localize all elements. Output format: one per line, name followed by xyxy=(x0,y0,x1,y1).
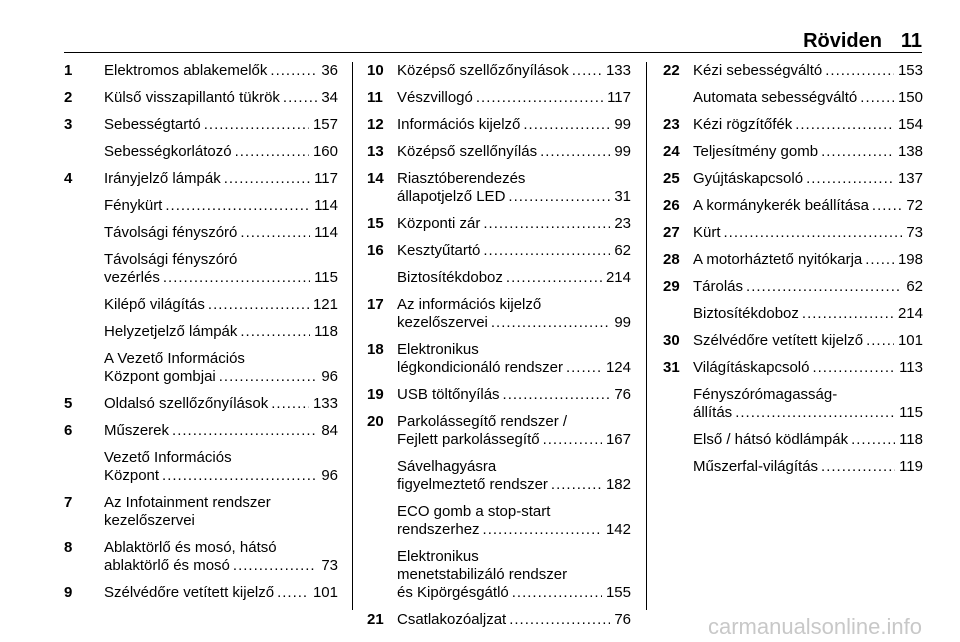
index-entry[interactable] xyxy=(663,116,923,134)
entry-label: Tárolás xyxy=(693,278,744,295)
entry-number: 23 xyxy=(663,116,680,133)
dot-leader xyxy=(821,143,894,161)
index-entry[interactable] xyxy=(64,296,338,314)
entry-label: A kormánykerék beállítása xyxy=(693,197,869,214)
entry-label: Vezető Információs xyxy=(104,449,232,466)
entry-label: Sebességtartó xyxy=(104,116,201,133)
entry-page: 115 xyxy=(314,269,338,286)
dot-leader xyxy=(821,458,895,476)
entry-page: 115 xyxy=(899,404,923,421)
dot-leader xyxy=(208,296,309,314)
entry-label: Elektromos ablakemelők xyxy=(104,62,268,79)
entry-label: Helyzetjelző lámpák xyxy=(104,323,238,340)
index-entry[interactable] xyxy=(367,296,631,332)
entry-number: 1 xyxy=(64,62,73,79)
entry-label: Világításkapcsoló xyxy=(693,359,810,376)
entry-page: 84 xyxy=(321,422,338,439)
index-entry[interactable] xyxy=(64,395,338,413)
entry-page: 96 xyxy=(321,467,338,484)
entry-number: 10 xyxy=(367,62,384,79)
entry-label: Műszerek xyxy=(104,422,170,439)
entry-label: Irányjelző lámpák xyxy=(104,170,221,187)
entry-label: Ablaktörlő és mosó, hátsó xyxy=(104,539,277,556)
index-entry[interactable] xyxy=(64,89,338,107)
entry-page: 155 xyxy=(605,584,631,601)
dot-leader xyxy=(543,431,602,449)
entry-number: 27 xyxy=(663,224,680,241)
entry-number: 25 xyxy=(663,170,680,187)
entry-page: 76 xyxy=(614,386,631,403)
entry-page: 121 xyxy=(312,296,338,313)
entry-label: Külső visszapillantó tükrök xyxy=(104,89,280,106)
entry-label: Fénykürt xyxy=(104,197,163,214)
entry-page: 133 xyxy=(605,62,631,79)
dot-leader xyxy=(540,143,610,161)
entry-label: A Vezető Információs xyxy=(104,350,245,367)
index-entry[interactable] xyxy=(64,449,338,485)
entry-label: Kézi sebességváltó xyxy=(693,62,823,79)
entry-label: Központ gombjai xyxy=(104,368,216,385)
dot-leader xyxy=(224,170,310,188)
index-entry[interactable] xyxy=(663,143,923,161)
dot-leader xyxy=(483,215,610,233)
entry-page: 198 xyxy=(897,251,923,268)
entry-number: 20 xyxy=(367,413,384,430)
index-entry[interactable] xyxy=(367,242,631,260)
entry-page: 118 xyxy=(314,323,338,340)
entry-label: Elektronikus xyxy=(397,548,479,565)
entry-page: 142 xyxy=(605,521,631,538)
dot-leader xyxy=(746,278,902,296)
index-entry[interactable] xyxy=(663,197,923,215)
dot-leader xyxy=(240,323,310,341)
entry-label: Az információs kijelző xyxy=(397,296,542,313)
entry-number: 3 xyxy=(64,116,73,133)
entry-number: 30 xyxy=(663,332,680,349)
entry-label: állítás xyxy=(693,404,733,421)
entry-page: 117 xyxy=(314,170,338,187)
index-entry[interactable] xyxy=(663,431,923,449)
entry-label: Riasztóberendezés xyxy=(397,170,526,187)
entry-number: 17 xyxy=(367,296,384,313)
index-entry[interactable] xyxy=(64,422,338,440)
entry-page: 96 xyxy=(321,368,338,385)
entry-label: Központi zár xyxy=(397,215,481,232)
entry-number: 9 xyxy=(64,584,73,601)
index-entry[interactable] xyxy=(64,350,338,386)
index-entry[interactable] xyxy=(64,251,338,287)
entry-page: 160 xyxy=(312,143,338,160)
dot-leader xyxy=(172,422,317,440)
entry-label: Központ xyxy=(104,467,160,484)
entry-label: Az Infotainment rendszer xyxy=(104,494,271,511)
entry-label: Fényszórómagasság- xyxy=(693,386,838,403)
entry-page: 118 xyxy=(899,431,923,448)
index-entry[interactable] xyxy=(367,548,631,602)
entry-number: 16 xyxy=(367,242,384,259)
entry-number: 5 xyxy=(64,395,73,412)
dot-leader xyxy=(162,467,317,485)
entry-page: 153 xyxy=(897,62,923,79)
dot-leader xyxy=(551,476,602,494)
entry-label: Vészvillogó xyxy=(397,89,473,106)
index-entry[interactable] xyxy=(663,278,923,296)
entry-number: 15 xyxy=(367,215,384,232)
index-entry[interactable] xyxy=(64,170,338,188)
index-entry[interactable] xyxy=(64,494,338,530)
entry-label: ablaktörlő és mosó xyxy=(104,557,230,574)
dot-leader xyxy=(163,269,310,287)
column-divider-2 xyxy=(646,62,647,610)
entry-label: rendszerhez xyxy=(397,521,480,538)
index-entry[interactable] xyxy=(64,143,338,161)
entry-label: Teljesítmény gomb xyxy=(693,143,819,160)
entry-number: 13 xyxy=(367,143,384,160)
index-entry[interactable] xyxy=(64,584,338,602)
entry-page: 99 xyxy=(614,314,631,331)
dot-leader xyxy=(233,557,317,575)
index-entry[interactable] xyxy=(64,224,338,242)
index-entry[interactable] xyxy=(64,197,338,215)
index-entry[interactable] xyxy=(367,341,631,377)
dot-leader xyxy=(491,314,610,332)
dot-leader xyxy=(566,359,602,377)
dot-leader xyxy=(851,431,895,449)
index-entry[interactable] xyxy=(663,224,923,242)
entry-label: Középső szellőzőnyílások xyxy=(397,62,569,79)
entry-page: 114 xyxy=(314,224,338,241)
page-title: Röviden xyxy=(803,30,882,52)
index-entry[interactable] xyxy=(367,269,631,287)
entry-page: 157 xyxy=(312,116,338,133)
entry-page: 99 xyxy=(614,116,631,133)
entry-page: 137 xyxy=(897,170,923,187)
entry-label: és Kipörgésgátló xyxy=(397,584,509,601)
index-entry[interactable] xyxy=(367,611,631,629)
entry-page: 154 xyxy=(897,116,923,133)
entry-page: 133 xyxy=(312,395,338,412)
index-entry[interactable] xyxy=(663,251,923,269)
entry-label: Oldalsó szellőzőnyílások xyxy=(104,395,269,412)
entry-number: 14 xyxy=(367,170,384,187)
entry-label: Műszerfal-világítás xyxy=(693,458,819,475)
entry-page: 113 xyxy=(899,359,923,376)
dot-leader xyxy=(476,89,603,107)
entry-label: Parkolássegítő rendszer / xyxy=(397,413,568,430)
entry-label: vezérlés xyxy=(104,269,160,286)
entry-label: kezelőszervei xyxy=(397,314,488,331)
entry-label: állapotjelző LED xyxy=(397,188,506,205)
entry-label: ECO gomb a stop-start xyxy=(397,503,551,520)
entry-page: 76 xyxy=(614,611,631,628)
entry-label: Első / hátsó ködlámpák xyxy=(693,431,849,448)
index-entry[interactable] xyxy=(64,116,338,134)
dot-leader xyxy=(509,611,610,629)
entry-number: 29 xyxy=(663,278,680,295)
entry-page: 31 xyxy=(614,188,631,205)
entry-label: Szélvédőre vetített kijelző xyxy=(104,584,275,601)
entry-label: Információs kijelző xyxy=(397,116,521,133)
entry-page: 73 xyxy=(321,557,338,574)
entry-label: légkondicionáló rendszer xyxy=(397,359,563,376)
entry-page: 99 xyxy=(614,143,631,160)
entry-number: 2 xyxy=(64,89,73,106)
entry-page: 62 xyxy=(614,242,631,259)
dot-leader xyxy=(277,584,309,602)
entry-label: Elektronikus xyxy=(397,341,479,358)
entry-page: 114 xyxy=(314,197,338,214)
entry-page: 214 xyxy=(605,269,631,286)
dot-leader xyxy=(204,116,309,134)
entry-number: 6 xyxy=(64,422,73,439)
dot-leader xyxy=(240,224,310,242)
entry-page: 36 xyxy=(321,62,338,79)
column-divider-1 xyxy=(352,62,353,610)
entry-page: 214 xyxy=(897,305,923,322)
entry-page: 150 xyxy=(897,89,923,106)
entry-label: Biztosítékdoboz xyxy=(693,305,799,322)
dot-leader xyxy=(795,116,894,134)
page-number: 11 xyxy=(900,30,922,52)
entry-label: Biztosítékdoboz xyxy=(397,269,503,286)
entry-page: 72 xyxy=(906,197,923,214)
dot-leader xyxy=(724,224,903,242)
dot-leader xyxy=(483,521,602,539)
dot-leader xyxy=(825,62,894,80)
dot-leader xyxy=(735,404,895,422)
dot-leader xyxy=(865,251,894,269)
entry-label: Középső szellőnyílás xyxy=(397,143,538,160)
index-entry[interactable] xyxy=(367,386,631,404)
entry-number: 11 xyxy=(367,89,383,106)
entry-number: 8 xyxy=(64,539,73,556)
entry-label: Szélvédőre vetített kijelző xyxy=(693,332,864,349)
entry-label: kezelőszervei xyxy=(104,512,195,529)
entry-number: 18 xyxy=(367,341,384,358)
dot-leader xyxy=(271,395,309,413)
dot-leader xyxy=(235,143,309,161)
entry-page: 101 xyxy=(312,584,338,601)
entry-label: Kesztyűtartó xyxy=(397,242,481,259)
entry-label: Kilépő világítás xyxy=(104,296,205,313)
dot-leader xyxy=(270,62,317,80)
entry-page: 182 xyxy=(605,476,631,493)
entry-number: 19 xyxy=(367,386,384,403)
dot-leader xyxy=(872,197,902,215)
entry-number: 4 xyxy=(64,170,73,187)
entry-label: Sávelhagyásra xyxy=(397,458,497,475)
header-divider xyxy=(64,52,922,53)
entry-number: 21 xyxy=(367,611,384,628)
dot-leader xyxy=(283,89,317,107)
dot-leader xyxy=(508,188,610,206)
index-entry[interactable] xyxy=(64,539,338,575)
dot-leader xyxy=(512,584,602,602)
dot-leader xyxy=(806,170,894,188)
entry-label: menetstabilizáló rendszer xyxy=(397,566,568,583)
entry-page: 101 xyxy=(897,332,923,349)
index-entry[interactable] xyxy=(663,386,923,422)
entry-number: 31 xyxy=(663,359,680,376)
entry-page: 119 xyxy=(899,458,923,475)
index-entry[interactable] xyxy=(663,458,923,476)
dot-leader xyxy=(860,89,894,107)
entry-label: Csatlakozóaljzat xyxy=(397,611,507,628)
entry-page: 23 xyxy=(614,215,631,232)
dot-leader xyxy=(812,359,895,377)
index-entry[interactable] xyxy=(367,503,631,539)
dot-leader xyxy=(165,197,310,215)
entry-label: Kézi rögzítőfék xyxy=(693,116,793,133)
entry-number: 26 xyxy=(663,197,680,214)
watermark: carmanualsonline.info xyxy=(707,614,922,639)
index-entry[interactable] xyxy=(663,305,923,323)
index-entry[interactable] xyxy=(367,413,631,449)
index-entry[interactable] xyxy=(663,359,923,377)
entry-label: Automata sebességváltó xyxy=(693,89,858,106)
index-entry[interactable] xyxy=(64,323,338,341)
index-entry[interactable] xyxy=(64,62,338,80)
index-entry[interactable] xyxy=(367,62,631,80)
index-entry[interactable] xyxy=(367,116,631,134)
index-entry[interactable] xyxy=(663,170,923,188)
entry-number: 28 xyxy=(663,251,680,268)
index-entry[interactable] xyxy=(367,143,631,161)
entry-label: Gyújtáskapcsoló xyxy=(693,170,804,187)
entry-label: Kürt xyxy=(693,224,721,241)
index-column-2 xyxy=(367,62,631,638)
entry-page: 124 xyxy=(605,359,631,376)
index-entry[interactable] xyxy=(367,215,631,233)
entry-page: 167 xyxy=(605,431,631,448)
entry-label: USB töltőnyílás xyxy=(397,386,500,403)
index-column-3 xyxy=(663,62,923,485)
index-entry[interactable] xyxy=(663,89,923,107)
dot-leader xyxy=(483,242,610,260)
entry-label: figyelmeztető rendszer xyxy=(397,476,548,493)
entry-label: Távolsági fényszóró xyxy=(104,251,238,268)
entry-number: 24 xyxy=(663,143,680,160)
dot-leader xyxy=(503,386,611,404)
entry-label: A motorháztető nyitókarja xyxy=(693,251,863,268)
dot-leader xyxy=(866,332,894,350)
index-entry[interactable] xyxy=(367,89,631,107)
dot-leader xyxy=(219,368,318,386)
page-header xyxy=(0,0,960,60)
entry-page: 62 xyxy=(906,278,923,295)
dot-leader xyxy=(506,269,602,287)
entry-label: Sebességkorlátozó xyxy=(104,143,232,160)
index-entry[interactable] xyxy=(663,62,923,80)
index-entry[interactable] xyxy=(663,332,923,350)
entry-number: 22 xyxy=(663,62,680,79)
index-entry[interactable] xyxy=(367,170,631,206)
entry-page: 34 xyxy=(321,89,338,106)
dot-leader xyxy=(802,305,894,323)
entry-number: 7 xyxy=(64,494,73,511)
entry-label: Távolsági fényszóró xyxy=(104,224,238,241)
dot-leader xyxy=(572,62,602,80)
dot-leader xyxy=(523,116,610,134)
entry-page: 73 xyxy=(906,224,923,241)
entry-page: 138 xyxy=(897,143,923,160)
entry-page: 117 xyxy=(607,89,631,106)
index-entry[interactable] xyxy=(367,458,631,494)
index-column-1 xyxy=(64,62,338,611)
entry-label: Fejlett parkolássegítő xyxy=(397,431,540,448)
entry-number: 12 xyxy=(367,116,384,133)
